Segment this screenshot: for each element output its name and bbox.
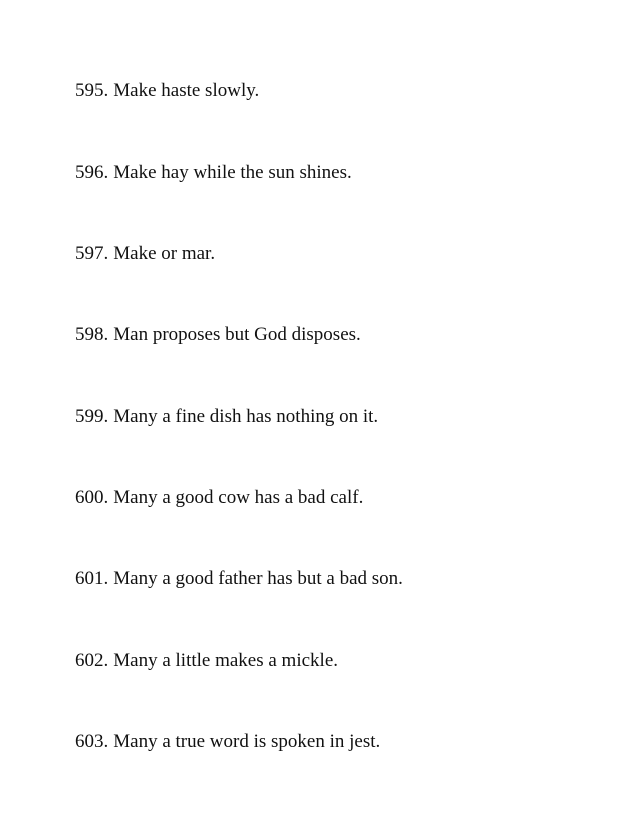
proverb-text: Many a fine dish has nothing on it. xyxy=(113,406,379,427)
proverb-text: Many a little makes a mickle. xyxy=(113,650,339,671)
proverb-text: Many a true word is spoken in jest. xyxy=(113,731,381,752)
proverb-number: 601. xyxy=(75,568,109,589)
proverb-number: 598. xyxy=(75,324,109,345)
proverb-number: 596. xyxy=(75,162,109,183)
list-item xyxy=(75,650,338,672)
proverb-number: 599. xyxy=(75,406,109,427)
proverb-text: Many a good cow has a bad calf. xyxy=(113,487,364,508)
list-item xyxy=(75,80,259,102)
proverb-number: 595. xyxy=(75,80,109,101)
list-item xyxy=(75,162,352,184)
list-item xyxy=(75,243,215,265)
list-item xyxy=(75,731,380,753)
proverb-text: Make hay while the sun shines. xyxy=(113,162,352,183)
proverb-text: Many a good father has but a bad son. xyxy=(113,568,403,589)
proverb-number: 602. xyxy=(75,650,109,671)
proverb-number: 600. xyxy=(75,487,109,508)
proverb-number: 597. xyxy=(75,243,109,264)
proverb-text: Man proposes but God disposes. xyxy=(113,324,361,345)
list-item xyxy=(75,406,378,428)
list-item xyxy=(75,487,363,509)
proverb-number: 603. xyxy=(75,731,109,752)
proverb-text: Make or mar. xyxy=(113,243,216,264)
list-item xyxy=(75,568,403,590)
proverb-text: Make haste slowly. xyxy=(113,80,260,101)
list-item xyxy=(75,324,361,346)
